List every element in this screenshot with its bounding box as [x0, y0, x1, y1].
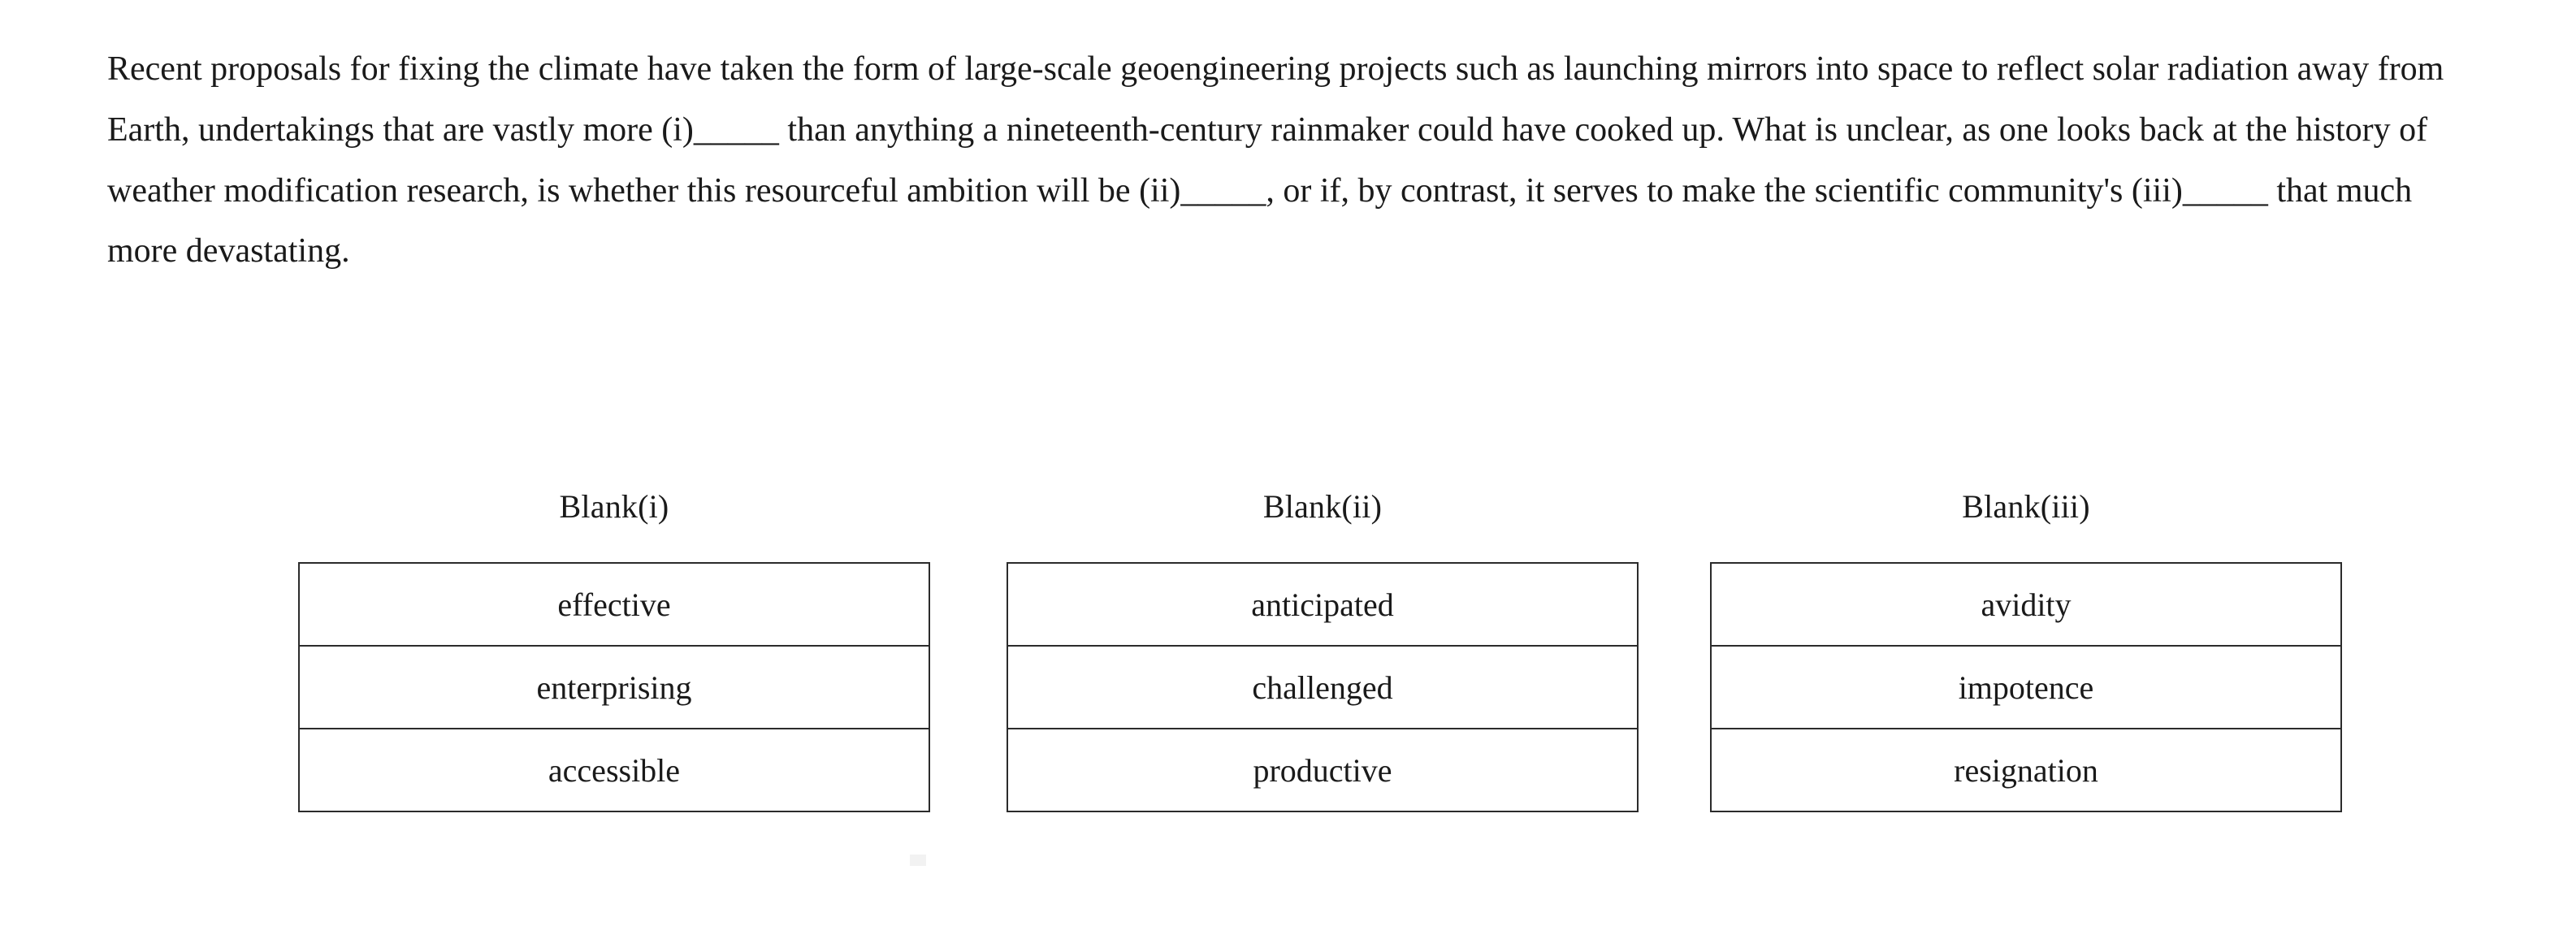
table-row	[1007, 646, 1638, 729]
page-edge-artifact	[910, 855, 926, 866]
blank-column-ii	[968, 487, 1677, 812]
option-i-1[interactable]: effective	[299, 563, 929, 646]
table-row	[299, 563, 929, 646]
blank-i-heading: Blank(i)	[559, 488, 669, 525]
passage-text: Recent proposals for fixing the climate have taken the form of large-scale geoengineering projects such as launching mirrors into space to reflect solar radiation away from Earth, undertakings that are vastly more (i)_____ than anything a nineteenth-century rainmaker could have cooked up. What is unclear, as one looks back at the history of weather modification research, is whether this resourceful ambition will be (ii)_____, or if, by contrast, it serves to make the scientific community's (iii)_____ that much more devastating.	[107, 50, 2453, 270]
blank-ii-heading: Blank(ii)	[1262, 488, 1383, 525]
table-row	[299, 729, 929, 811]
blank-column-iii	[1677, 487, 2375, 812]
table-row	[1711, 729, 2341, 811]
option-ii-1[interactable]: anticipated	[1007, 563, 1638, 646]
option-ii-3[interactable]: productive	[1007, 729, 1638, 811]
table-row	[1711, 563, 2341, 646]
table-row	[1007, 563, 1638, 646]
answer-choices-area	[0, 487, 2576, 812]
blank-iii-heading: Blank(iii)	[1962, 488, 2090, 525]
option-iii-2[interactable]: impotence	[1711, 646, 2341, 729]
table-row	[1711, 646, 2341, 729]
table-row	[299, 646, 929, 729]
option-i-2[interactable]: enterprising	[299, 646, 929, 729]
option-i-3[interactable]: accessible	[299, 729, 929, 811]
blank-column-i	[260, 487, 968, 812]
blank-iii-options-table	[1710, 562, 2342, 812]
option-iii-3[interactable]: resignation	[1711, 729, 2341, 811]
option-ii-2[interactable]: challenged	[1007, 646, 1638, 729]
blank-i-options-table	[298, 562, 930, 812]
option-iii-1[interactable]: avidity	[1711, 563, 2341, 646]
table-row	[1007, 729, 1638, 811]
blank-ii-options-table	[1007, 562, 1639, 812]
